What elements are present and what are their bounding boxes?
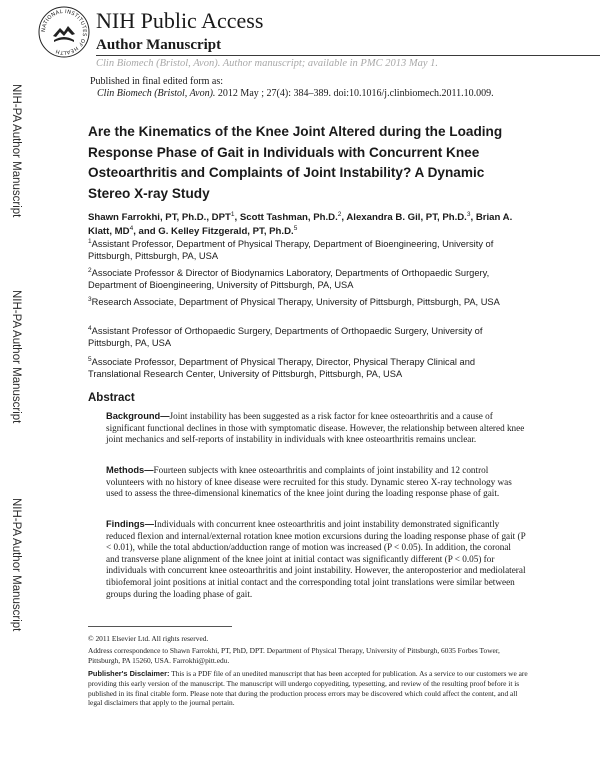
background-text: Joint instability has been suggested as a risk factor for knee osteoarthritis and a cause of significant functional declines in those with symptomatic disease. However, the relationship between altered knee joint mechanics and self-reports of instability in individuals with knee osteoarthritis remains unclear.: [106, 411, 525, 445]
author-affiliation-mark: 4: [129, 224, 134, 232]
author-list: [88, 211, 528, 239]
author-name: G. Kelley Fitzgerald, PT, Ph.D.: [158, 226, 294, 237]
findings-text: Individuals with concurrent knee osteoarthritis and joint instability demonstrated significantly reduced flexion and internal/external rotation knee motion excursions during the loading response phase of gait (P < 0.01), while the total abduction/adduction range of motion was increased (P < 0.05). In addition, the coronal and transverse plane alignment of the knee joint at initial contact was significantly different (P < 0.05) for individuals with concurrent knee osteoarthritis and joint instability. However, the anteroposterior and mediolateral tibiofemoral joint positions at initial contact and the corresponding total joint translations were similar between groups during the loading phase of gait.: [106, 519, 526, 599]
affiliation-text: Assistant Professor of Orthopaedic Surgery, Departments of Orthopaedic Surgery, University of Pittsburgh, PA, USA: [88, 326, 483, 349]
publication-citation: [97, 88, 494, 99]
author-affiliation-mark: 2: [337, 210, 342, 218]
author-affiliation-mark: 3: [466, 210, 471, 218]
author-separator: ,: [341, 212, 347, 223]
disclaimer-text: This is a PDF file of an unedited manuscript that has been accepted for publication. As a service to our customers we are providing this early version of the manuscript. The manuscript will undergo copyediting, typesetting, and review of the resulting proof before it is published in its final citable form. Please note that during the production process errors may be discovered which could affect the content, and all legal disclaimers that apply to the journal pertain.: [88, 669, 528, 708]
abstract-background: [106, 411, 526, 446]
correspondence-note: Address correspondence to Shawn Farrokhi, PT, PhD, DPT. Department of Physical Therapy, University of Pittsburgh, 6035 Forbes Tower, Pittsburgh, PA 15260, USA. Farrokhi@pitt.edu.: [88, 646, 500, 665]
side-label-top: NIH-PA Author Manuscript: [10, 84, 22, 218]
author-affiliation-mark: 5: [293, 224, 298, 232]
affiliation-5: [88, 356, 528, 380]
abstract-findings: [106, 519, 526, 600]
citation-details: 2012 May ; 27(4): 384–389. doi:10.1016/j.clinbiomech.2011.10.009.: [215, 88, 494, 99]
author-name: Alexandra B. Gil, PT, Ph.D.: [346, 212, 467, 223]
author-affiliation-mark: 1: [230, 210, 235, 218]
affiliation-3: [88, 296, 528, 308]
affiliation-text: Research Associate, Department of Physical Therapy, University of Pittsburgh, Pittsburgh, PA, USA: [91, 297, 500, 307]
methods-text: Fourteen subjects with knee osteoarthritis and complaints of joint instability and 12 control volunteers with no history of knee disease were recruited for this study. Dynamic stereo X-ray technology was used to assess the three-dimensional kinematics of the knee joint during the loading response phase of gait.: [106, 465, 512, 499]
affiliation-2: [88, 267, 528, 291]
article-title: Are the Kinematics of the Knee Joint Altered during the Loading Response Phase of Gait in Individuals with Concurrent Knee Osteoarthritis and Complaints of Joint Instability? A Dynamic Stereo X-ray Study: [88, 124, 503, 201]
affiliation-number: 2: [88, 266, 92, 274]
author-manuscript-label: Author Manuscript: [96, 37, 222, 53]
background-label: Background—: [106, 411, 170, 421]
author-name: Brian A. Klatt, MD: [88, 212, 513, 237]
footnote-divider: [88, 626, 232, 627]
abstract-methods: [106, 465, 526, 500]
disclaimer-label: Publisher's Disclaimer:: [88, 669, 170, 678]
nih-logo: [38, 6, 90, 58]
availability-note: Clin Biomech (Bristol, Avon). Author manuscript; available in PMC 2013 May 1.: [96, 58, 438, 69]
nih-public-access-title: NIH Public Access: [96, 8, 264, 33]
affiliation-1: [88, 238, 528, 262]
author-name: Scott Tashman, Ph.D.: [239, 212, 338, 223]
methods-label: Methods—: [106, 465, 154, 475]
affiliation-text: Assistant Professor, Department of Physical Therapy, Department of Bioengineering, University of Pittsburgh, Pittsburgh, PA, USA: [88, 239, 494, 262]
svg-text:NATIONAL INSTITUTES OF HEALTH: NATIONAL INSTITUTES OF HEALTH: [40, 8, 88, 56]
affiliation-4: [88, 325, 528, 349]
affiliation-number: 1: [88, 237, 92, 245]
side-label-middle: NIH-PA Author Manuscript: [10, 290, 22, 424]
author-separator: ,: [470, 212, 476, 223]
header-divider: [96, 55, 600, 56]
affiliation-number: 5: [88, 355, 92, 363]
author-separator: ,: [234, 212, 240, 223]
affiliation-number: 3: [88, 295, 92, 303]
publisher-disclaimer: [88, 669, 528, 708]
side-label-bottom: NIH-PA Author Manuscript: [10, 498, 22, 632]
author-separator: , and: [133, 226, 159, 237]
affiliation-text: Associate Professor & Director of Biodynamics Laboratory, Departments of Orthopaedic Surgery, Department of Bioengineering, University of Pittsburgh, PA, USA: [88, 268, 490, 291]
abstract-heading: Abstract: [88, 392, 135, 404]
findings-label: Findings—: [106, 519, 155, 529]
author-name: Shawn Farrokhi, PT, Ph.D., DPT: [88, 212, 231, 223]
copyright-notice: © 2011 Elsevier Ltd. All rights reserved.: [88, 634, 209, 643]
affiliation-text: Associate Professor, Department of Physical Therapy, Director, Physical Therapy Clinical and Translational Research Center, University of Pittsburgh, Pittsburgh, PA, USA: [88, 357, 476, 380]
published-label: Published in final edited form as:: [90, 76, 224, 87]
affiliation-number: 4: [88, 324, 92, 332]
journal-name: Clin Biomech (Bristol, Avon).: [97, 88, 216, 99]
